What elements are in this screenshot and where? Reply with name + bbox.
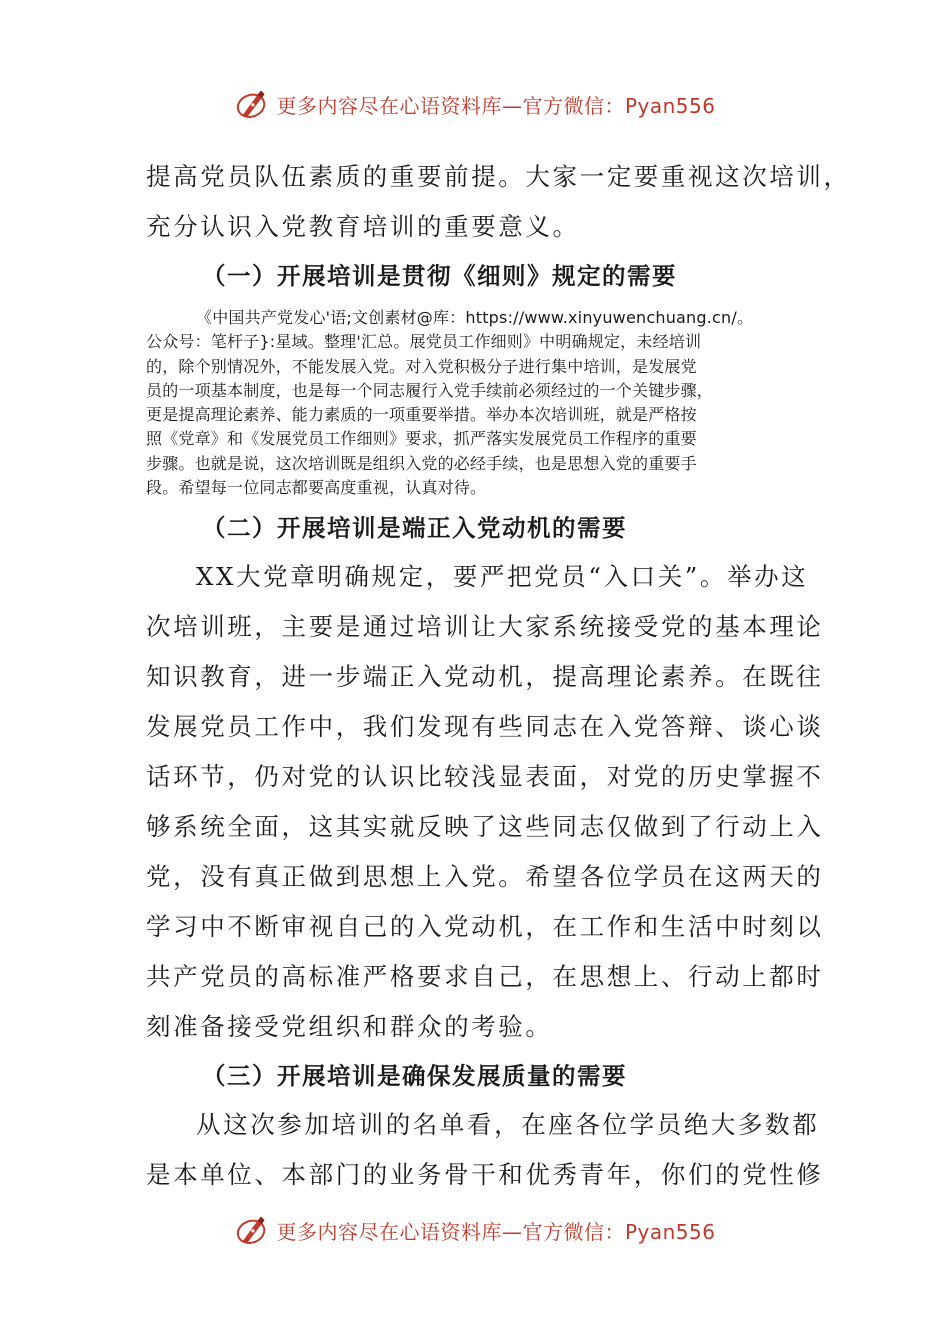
text-line: 公众号：笔杆子}:星域。整理'汇总。展党员工作细则》中明确规定，未经培训 bbox=[146, 332, 702, 352]
text-line: 段。希望每一位同志都要高度重视，认真对待。 bbox=[146, 478, 487, 498]
text-line: 《中国共产党发心'语;文创素材@库：https://www.xinyuwenchuang.cn/。 bbox=[196, 308, 754, 327]
text-line: 知识教育，进一步端正入党动机，提高理论素养。在既往 bbox=[146, 662, 824, 692]
header-banner-text: 更多内容尽在心语资料库—官方微信：Pyan556 bbox=[276, 93, 716, 118]
footer-banner-inner bbox=[234, 1212, 715, 1248]
text-line: 员的一项基本制度，也是每一个同志履行入党手续前必须经过的一个关键步骤， bbox=[146, 380, 714, 400]
paragraph-2 bbox=[146, 552, 824, 1052]
header-banner-inner bbox=[234, 86, 715, 122]
text-line: 是本单位、本部门的业务骨干和优秀青年，你们的党性修 bbox=[146, 1160, 824, 1190]
footer-banner-text: 更多内容尽在心语资料库—官方微信：Pyan556 bbox=[276, 1219, 716, 1244]
text-line: 更是提高理论素养、能力素质的一项重要举措。举办本次培训班，就是严格按 bbox=[146, 405, 697, 425]
document-body bbox=[146, 152, 851, 1200]
text-line: 共产党员的高标准严格要求自己，在思想上、行动上都时 bbox=[146, 962, 824, 992]
text-line: 党，没有真正做到思想上入党。希望各位学员在这两天的 bbox=[146, 862, 824, 892]
text-line: 学习中不断审视自己的入党动机，在工作和生活中时刻以 bbox=[146, 912, 824, 942]
text-line: 够系统全面，这其实就反映了这些同志仅做到了行动上入 bbox=[146, 812, 824, 842]
text-line: 步骤。也就是说，这次培训既是组织入党的必经手续，也是思想入党的重要手 bbox=[146, 453, 697, 473]
section-heading-1: （一）开展培训是贯彻《细则》规定的需要 bbox=[202, 262, 677, 290]
text-line: XX大党章明确规定，要严把党员“入口关”。举办这 bbox=[196, 562, 809, 592]
pen-nib-logo-icon bbox=[234, 86, 270, 122]
pen-nib-logo-icon bbox=[234, 1212, 270, 1248]
text-line: 充分认识入党教育培训的重要意义。 bbox=[146, 212, 580, 241]
text-line: 次培训班，主要是通过培训让大家系统接受党的基本理论 bbox=[146, 612, 824, 642]
intro-paragraph bbox=[146, 152, 851, 252]
text-line: 从这次参加培训的名单看，在座各位学员绝大多数都 bbox=[196, 1110, 820, 1140]
text-line: 发展党员工作中，我们发现有些同志在入党答辩、谈心谈 bbox=[146, 712, 824, 742]
text-line: 刻准备接受党组织和群众的考验。 bbox=[146, 1012, 553, 1042]
text-line: 话环节，仍对党的认识比较浅显表面，对党的历史掌握不 bbox=[146, 762, 824, 792]
header-banner bbox=[0, 84, 950, 124]
paragraph-1 bbox=[146, 306, 806, 500]
section-heading-2: （二）开展培训是端正入党动机的需要 bbox=[202, 514, 627, 543]
text-line: 的，除个别情况外，不能发展入党。对入党积极分子进行集中培训，是发展党 bbox=[146, 356, 697, 376]
section-heading-3: （三）开展培训是确保发展质量的需要 bbox=[202, 1062, 627, 1091]
paragraph-3 bbox=[146, 1100, 824, 1200]
text-line: 提高党员队伍素质的重要前提。大家一定要重视这次培训， bbox=[146, 162, 851, 191]
footer-banner bbox=[0, 1210, 950, 1250]
text-line: 照《党章》和《发展党员工作细则》要求，抓严落实发展党员工作程序的重要 bbox=[146, 429, 697, 449]
